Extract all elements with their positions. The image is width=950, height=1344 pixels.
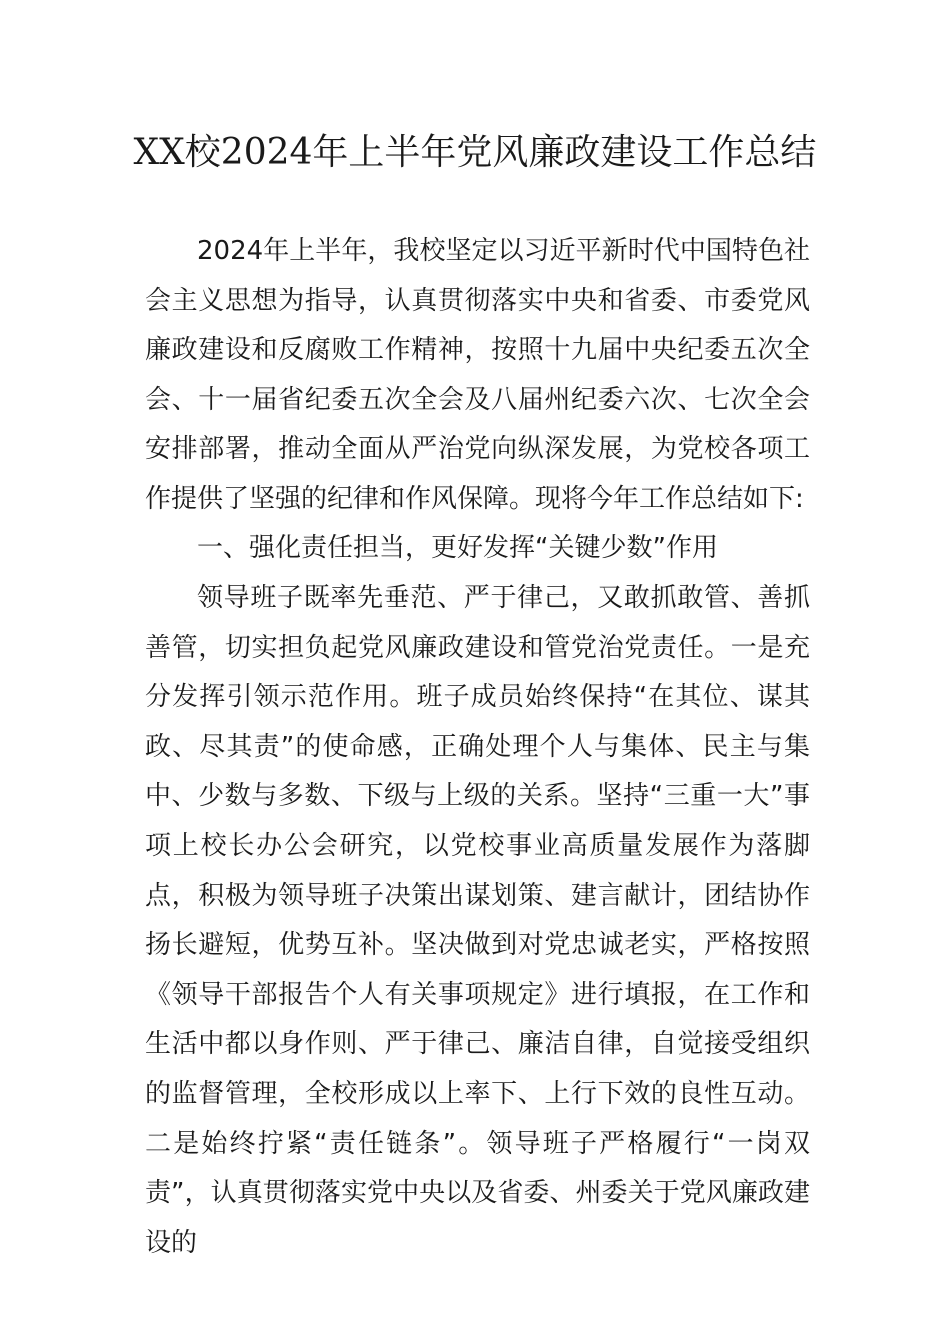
document-title: XX校2024年上半年党风廉政建设工作总结 bbox=[133, 132, 817, 173]
intro-paragraph: 2024年上半年，我校坚定以习近平新时代中国特色社会主义思想为指导，认真贯彻落实中央和省委、市委党风廉政建设和反腐败工作精神，按照十九届中央纪委五次全会、十一届省纪委五次全会及八届州纪委六次、七次全会安排部署，推动全面从严治党向纵深发展，为党校各项工作提供了坚强的纪律和作风保障。现将今年工作总结如下: bbox=[145, 236, 810, 514]
section-heading-1: 一、强化责任担当，更好发挥“关键少数”作用 bbox=[197, 533, 718, 563]
section-1-paragraph: 领导班子既率先垂范、严于律己，又敢抓敢管、善抓善管，切实担负起党风廉政建设和管党治党责任。一是充分发挥引领示范作用。班子成员始终保持“在其位、谋其政、尽其责”的使命感，正确处理个人与集体、民主与集中、少数与多数、下级与上级的关系。坚持“三重一大”事项上校长办公会研究，以党校事业高质量发展作为落脚点，积极为领导班子决策出谋划策、建言献计，团结协作扬长避短，优势互补。坚决做到对党忠诚老实，严格按照《领导干部报告个人有关事项规定》进行填报，在工作和生活中都以身作则、严于律己、廉洁自律，自觉接受组织的监督管理，全校形成以上率下、上行下效的良性互动。二是始终拧紧“责任链条”。领导班子严格履行“一岗双责”，认真贯彻落实党中央以及省委、州委关于党风廉政建设的 bbox=[145, 583, 810, 1258]
